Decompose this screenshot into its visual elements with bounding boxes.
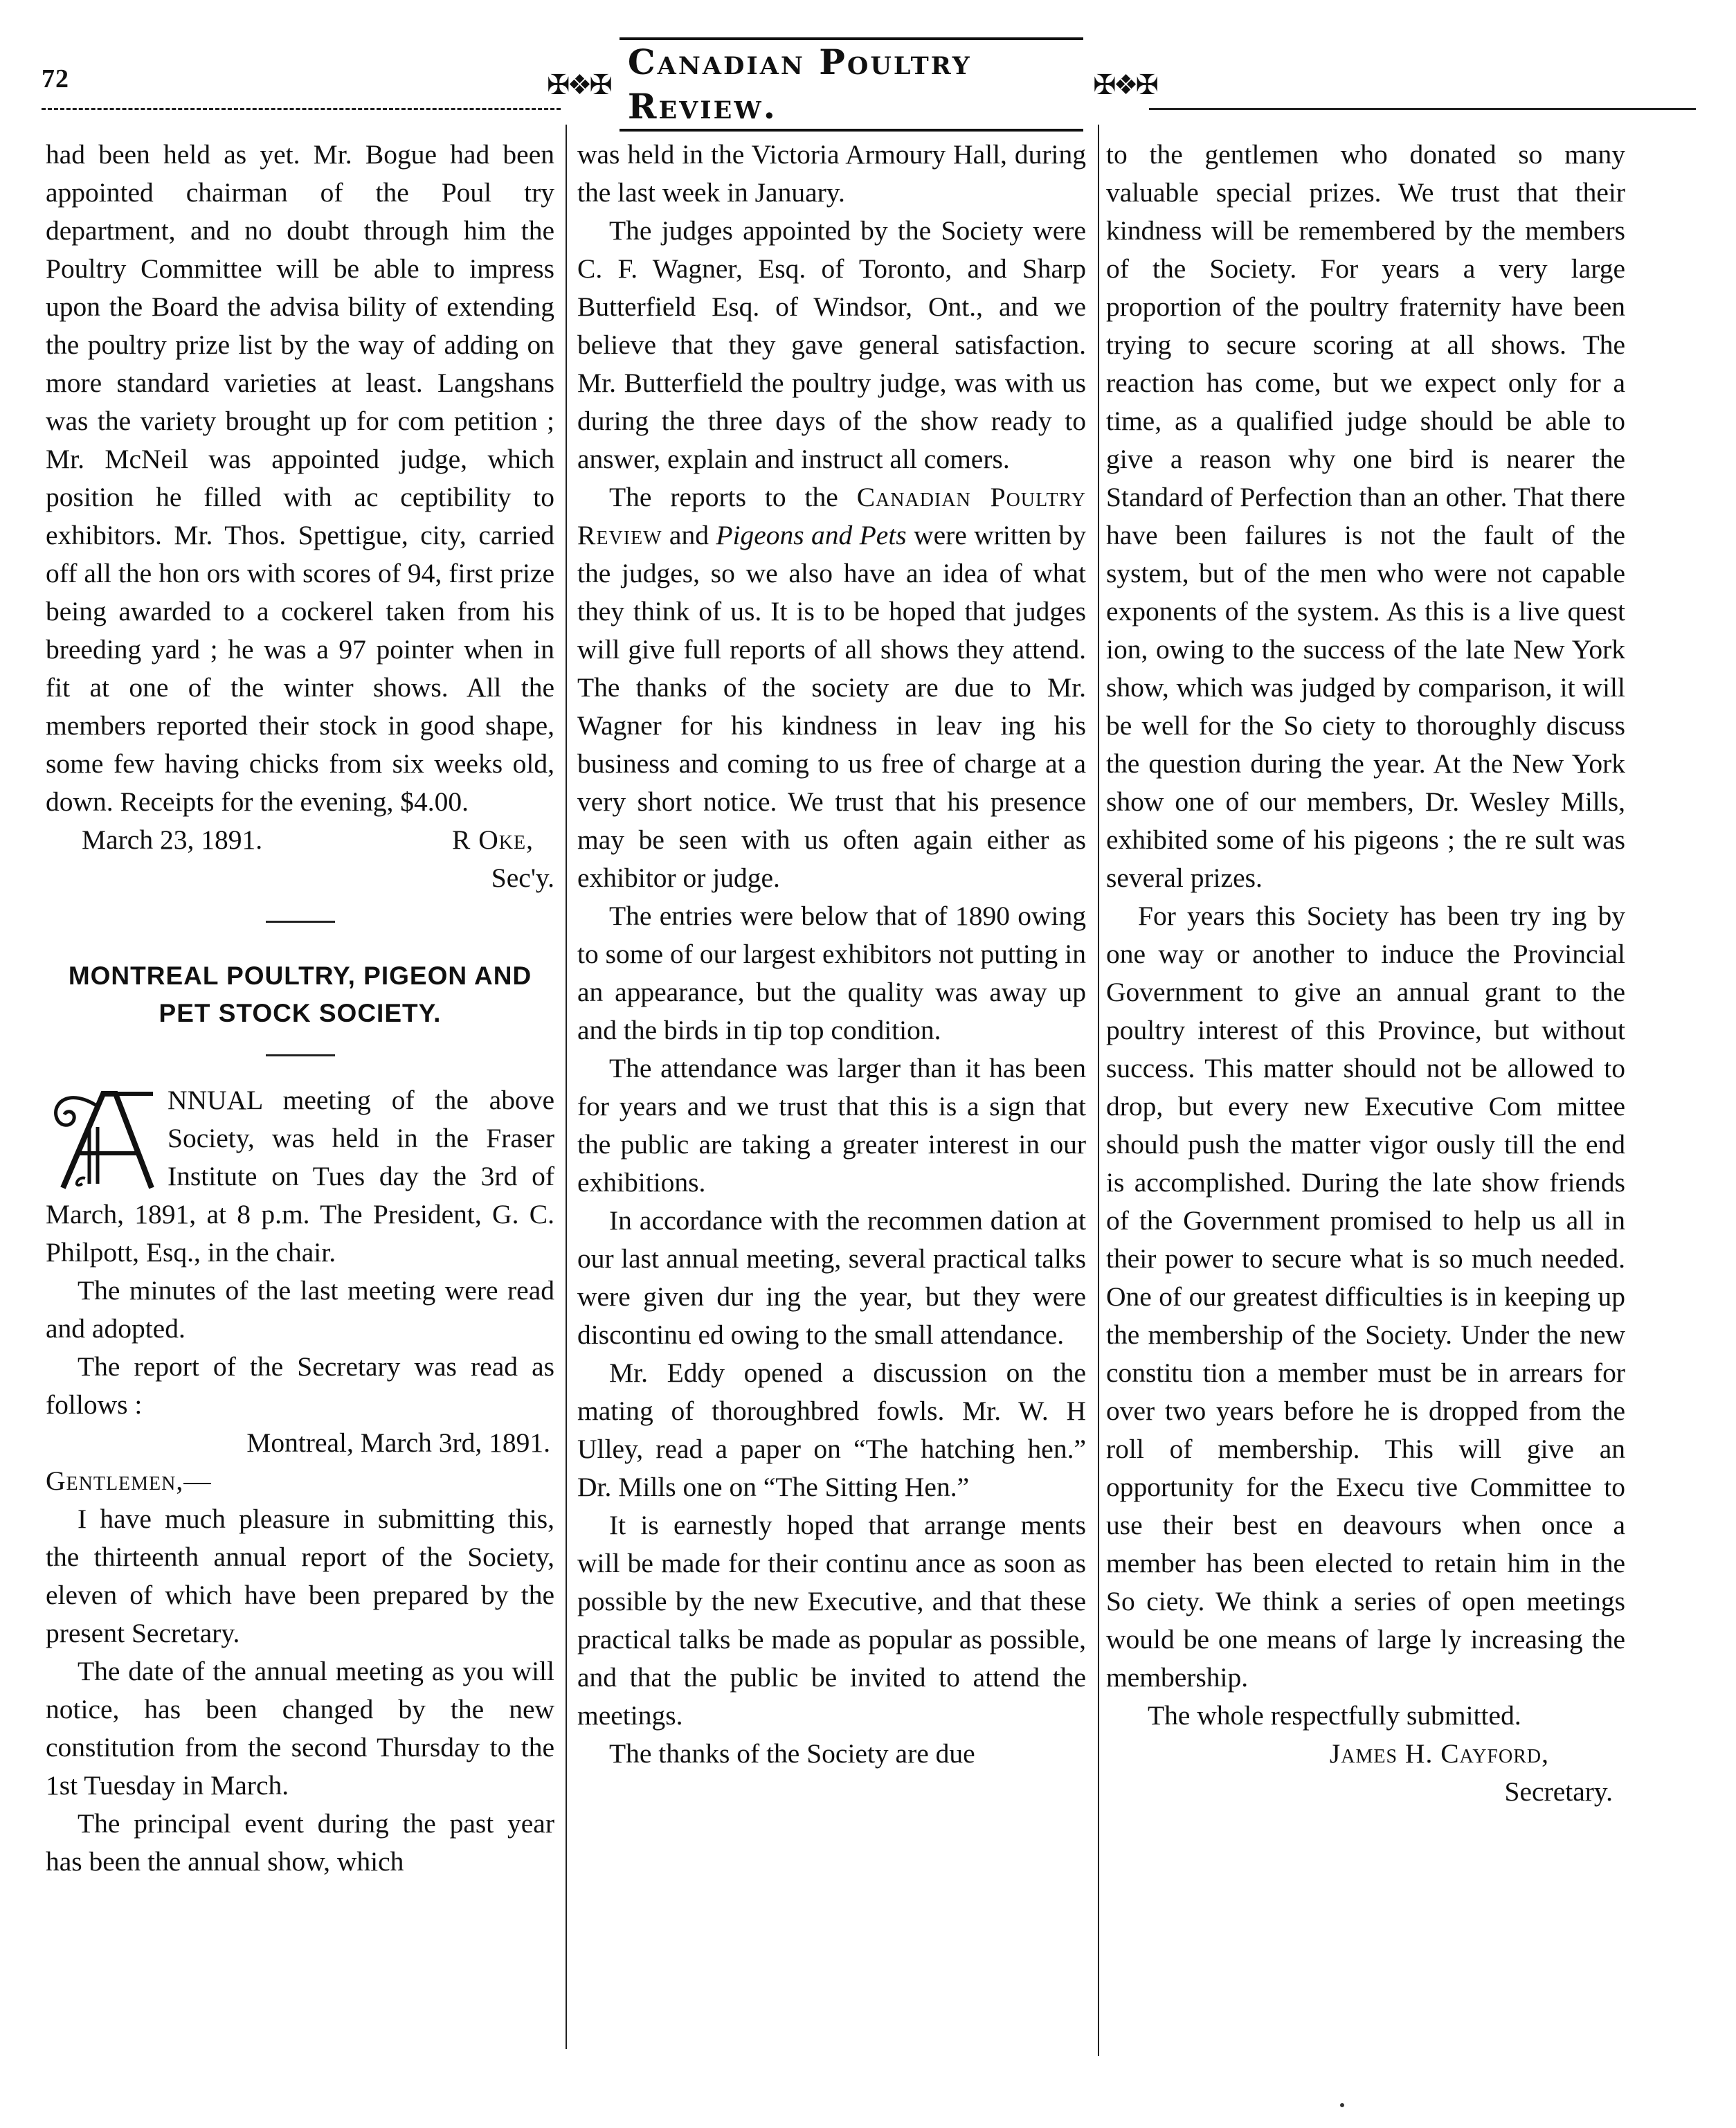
section-rule	[266, 1054, 335, 1056]
para-thanks-start: The thanks of the Society are due	[609, 1738, 975, 1769]
signoff	[46, 821, 554, 859]
column-3	[1106, 136, 1625, 1811]
column-divider	[1098, 125, 1099, 2056]
column-divider	[566, 125, 567, 2049]
article-opening-text: NNUAL meeting of the above Society, was held in the Fraser Institute on Tues day the 3rd of March, 1891, at 8 p.m. The President, G. C. Philpott, Esq., in the chair.	[46, 1085, 554, 1268]
article-opening	[46, 1081, 554, 1272]
para-reports	[577, 478, 1086, 897]
signoff-name: R Oke,	[452, 824, 534, 855]
para-grant: For years this Society has been try ing by one way or another to induce the Provincial Government to give an annual grant to the poultry interest of this Province, but without success. This matter should not be allowed to drop, but every new Executive Com mittee should push the matter vigor ously till the end is accomplished. During the late show friends of the Government promised to help us all in their power to secure what is so much needed. One of our greatest difficulties is in keeping up the membership of the Society. Under the new constitu tion a member must be in arrears for over two years before he is dropped from the roll of membership. This will give an opportunity for the Execu tive Committee to use their best en deavours when once a member has been elected to retain him in the So ciety. We think a series of open meetings would be one means of large ly increasing the membership.	[1106, 901, 1625, 1693]
letter-date: Montreal, March 3rd, 1891.	[246, 1427, 550, 1458]
column-3-continuation: to the gentlemen who donated so many valuable special prizes. We trust that their kindness will be remembered by the members of the Society. For years a very large proportion of the poultry fraternity have been trying to secure scoring at all shows. The reaction has come, but we expect only for a time, as a qualified judge should be able to give a reason why one bird is nearer the Standard of Perfection than an other. That there have been failures is not the fault of the system, but of the men who were not capable exponents of the system. As this is a live quest ion, owing to the success of the late New York show, which was judged by comparison, it will be well for the So ciety to thoroughly discuss the question during the year. At the New York show one of our members, Dr. Wesley Mills, exhibited some of his pigeons ; the re sult was several prizes.	[1106, 139, 1625, 893]
signoff-date: March 23, 1891.	[82, 824, 263, 855]
para-entries: The entries were below that of 1890 owing to some of our largest exhibitors not putting in an appearance, but the quality was away up and the birds in tip top condition.	[577, 901, 1086, 1045]
masthead-title: Canadian Poultry Review.	[620, 37, 1083, 132]
column-2-continuation: was held in the Victoria Armoury Hall, during the last week in January.	[577, 139, 1086, 208]
reports-publication-1: Canadian Poultry Review	[577, 482, 1086, 550]
reports-text-2: were written by the judges, so we also have an idea of what they think of us. It is to be hoped that judges will give full reports of all shows they attend. The thanks of the society are due to Mr. Wagner for his kindness in leav ing his business and coming to us free of charge at a very short notice. We trust that his presence may be seen with us often again either as exhibitor or judge.	[577, 520, 1086, 893]
reports-and: and	[662, 520, 716, 550]
ornament-right-icon: ✠❖✠	[1093, 69, 1156, 100]
column-2	[577, 136, 1086, 1773]
reports-text-1: The reports to the	[609, 482, 857, 512]
para-recommendation: In accordance with the recommen dation at our last annual meeting, several practical talks were given dur ing the year, but they were discontinu ed owing to the small attendance.	[577, 1205, 1086, 1350]
salutation: Gentlemen,—	[46, 1466, 212, 1496]
masthead	[547, 42, 1156, 127]
para-minutes: The minutes of the last meeting were read and adopted.	[46, 1275, 554, 1344]
article-heading: MONTREAL POULTRY, PIGEON AND PET STOCK SOCIETY.	[68, 962, 532, 1027]
header-rule-right	[1149, 108, 1696, 110]
print-speck	[1340, 2103, 1344, 2107]
header-rule-left	[42, 108, 561, 110]
section-rule	[266, 921, 335, 923]
ornament-left-icon: ✠❖✠	[547, 69, 610, 100]
para-report-intro: The report of the Secretary was read as follows :	[46, 1351, 554, 1420]
signature	[1106, 1735, 1625, 1811]
para-judges: The judges appointed by the Society were C. F. Wagner, Esq. of Toronto, and Sharp Butterfield Esq. of Windsor, Ont., and we believe that they gave general satisfaction. Mr. Butterfield the poultry judge, was with us during the three days of the show ready to answer, explain and instruct all comers.	[577, 215, 1086, 474]
para-eddy: Mr. Eddy opened a discussion on the mating of thoroughbred fowls. Mr. W. H Ulley, read a paper on “The hatching hen.” Dr. Mills one on “The Sitting Hen.”	[577, 1358, 1086, 1502]
reports-publication-2: Pigeons and Pets	[716, 520, 907, 550]
signature-name: James H. Cayford,	[1329, 1738, 1549, 1769]
para-attendance: The attendance was larger than it has been for years and we trust that this is a sign that the public are taking a greater interest in our exhibitions.	[577, 1053, 1086, 1198]
para-pleasure: I have much pleasure in submitting this, the thirteenth annual report of the Society, eleven of which have been prepared by the present Secretary.	[46, 1504, 554, 1648]
para-principal-event: The principal event during the past year has been the annual show, which	[46, 1808, 554, 1877]
signoff-title: Sec'y.	[491, 863, 554, 893]
para-date-change: The date of the annual meeting as you will notice, has been changed by the new constitution from the second Thursday to the 1st Tuesday in March.	[46, 1656, 554, 1801]
column-1-continuation: had been held as yet. Mr. Bogue had been appointed chairman of the Poul try department, and no doubt through him the Poultry Committee will be able to impress upon the Board the advisa bility of extending the poultry prize list by the way of adding on more standard varieties at least. Langshans was the variety brought up for com petition ; Mr. McNeil was appointed judge, which position he filled with ac ceptibility to exhibitors. Mr. Thos. Spettigue, city, carried off all the hon ors with scores of 94, first prize being awarded to a cockerel taken from his breeding yard ; he was a 97 pointer when in fit at one of the winter shows. All the members reported their stock in good shape, some few having chicks from six weeks old, down. Receipts for the evening, $4.00.	[46, 139, 554, 817]
page-number: 72	[42, 64, 69, 93]
signature-title: Secretary.	[1504, 1776, 1613, 1807]
para-hoped: It is earnestly hoped that arrange ments will be made for their continu ance as soon as possible by the new Executive, and that these practical talks be made as popular as possible, and that the public be invited to attend the meetings.	[577, 1510, 1086, 1731]
closing-line: The whole respectfully submitted.	[1148, 1700, 1521, 1731]
dropcap-a-icon	[46, 1084, 163, 1195]
column-1	[46, 136, 554, 1881]
